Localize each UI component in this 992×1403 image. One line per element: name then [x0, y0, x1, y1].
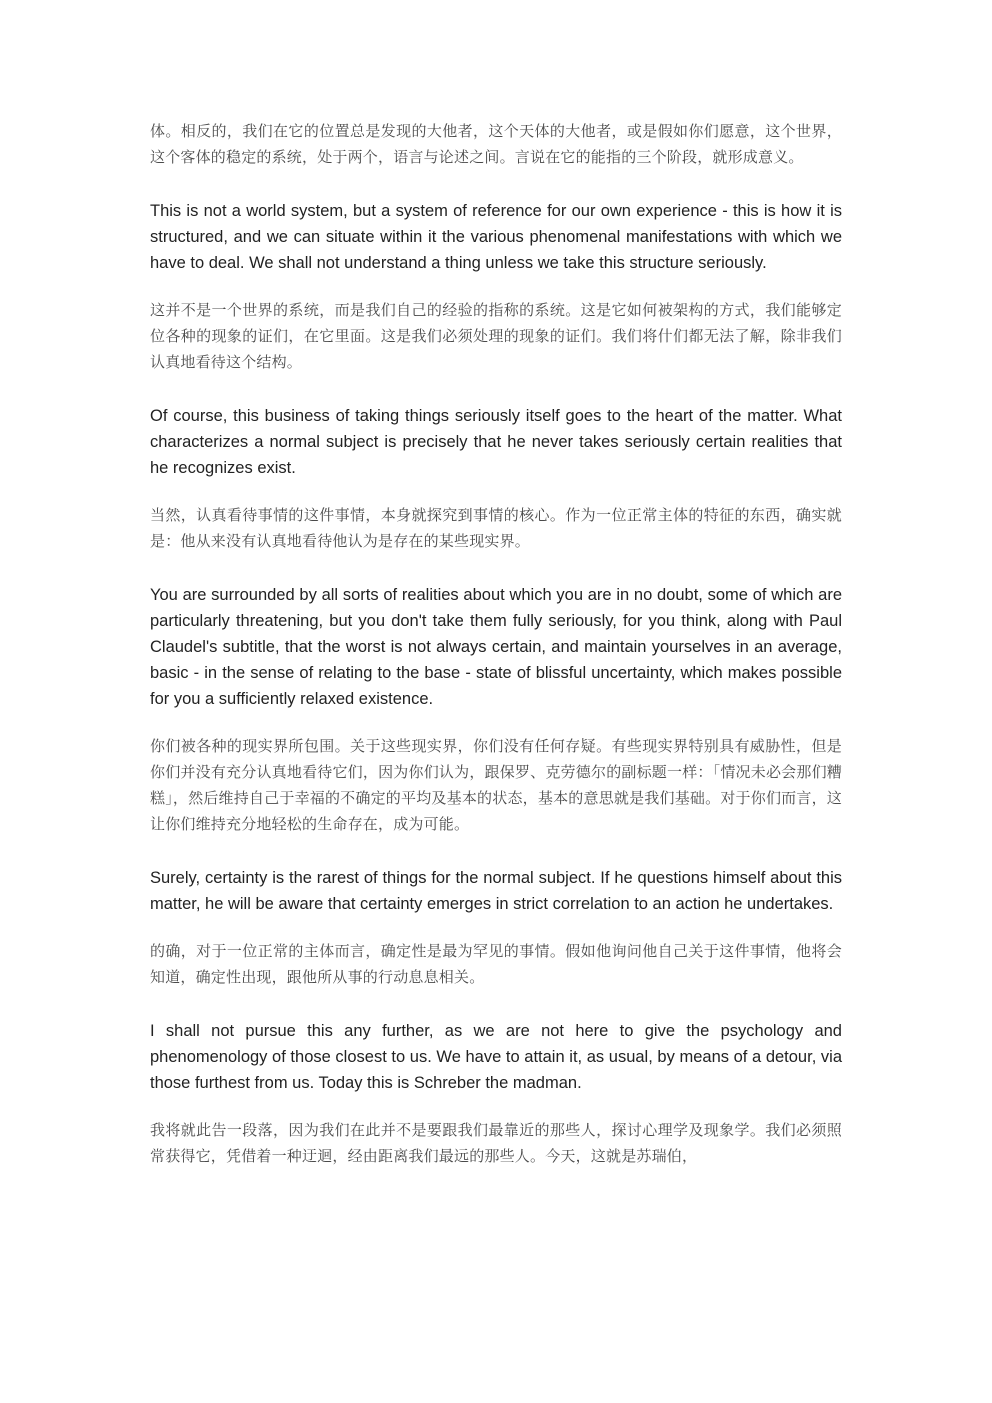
paragraph-en-1: This is not a world system, but a system of reference for our own experience - this is how it is structured, and we can situate within it the various phenomenal manifestations with which we have to deal. We shall not understand a thing unless we take this structure seriously. [150, 202, 842, 272]
paragraph-zh-2: 这并不是一个世界的系统，而是我们自己的经验的指称的系统。这是它如何被架构的方式，我们能够定位各种的现象的证们，在它里面。这是我们必须处理的现象的证们。我们将什们都无法了解，除非我们认真地看待这个结构。 [150, 301, 842, 371]
paragraph-zh-4: 你们被各种的现实界所包围。关于这些现实界，你们没有任何存疑。有些现实界特别具有威胁性，但是你们并没有充分认真地看待它们，因为你们认为，跟保罗、克劳德尔的副标题一样：「情况未必会那们糟糕」，然后维持自己于幸福的不确定的平均及基本的状态，基本的意思就是我们基础。对于你们而言，这让你们维持充分地轻松的生命存在，成为可能。 [150, 737, 842, 833]
paragraph-zh-6: 我将就此告一段落，因为我们在此并不是要跟我们最靠近的那些人，探讨心理学及现象学。我们必须照常获得它，凭借着一种迂迴，经由距离我们最远的那些人。今天，这就是苏瑞伯， [150, 1121, 842, 1165]
paragraph-en-3: You are surrounded by all sorts of realities about which you are in no doubt, some of which are particularly threatening, but you don't take them fully seriously, for you think, along with Paul Claudel's subtitle, that the worst is not always certain, and maintain yourselves in an average, basic - in the sense of relating to the base - state of blissful uncertainty, which makes possible for you a sufficiently relaxed existence. [150, 586, 842, 708]
paragraph-en-4: Surely, certainty is the rarest of things for the normal subject. If he questions himself about this matter, he will be aware that certainty emerges in strict correlation to an action he undertakes. [150, 869, 842, 913]
paragraph-en-2: Of course, this business of taking things seriously itself goes to the heart of the matter. What characterizes a normal subject is precisely that he never takes seriously certain realities that he recognizes exist. [150, 407, 842, 477]
paragraph-en-5: I shall not pursue this any further, as we are not here to give the psychology and phenomenology of those closest to us. We have to attain it, as usual, by means of a detour, via those furthest from us. Today this is Schreber the madman. [150, 1022, 842, 1092]
paragraph-zh-5: 的确，对于一位正常的主体而言，确定性是最为罕见的事情。假如他询问他自己关于这件事情，他将会知道，确定性出现，跟他所从事的行动息息相关。 [150, 942, 842, 986]
document-page [150, 118, 842, 1169]
paragraph-zh-3: 当然，认真看待事情的这件事情，本身就探究到事情的核心。作为一位正常主体的特征的东西，确实就是：他从来没有认真地看待他认为是存在的某些现实界。 [150, 506, 842, 550]
paragraph-zh-1: 体。相反的，我们在它的位置总是发现的大他者，这个天体的大他者，或是假如你们愿意，这个世界，这个客体的稳定的系统，处于两个，语言与论述之间。言说在它的能指的三个阶段，就形成意义。 [150, 122, 842, 166]
